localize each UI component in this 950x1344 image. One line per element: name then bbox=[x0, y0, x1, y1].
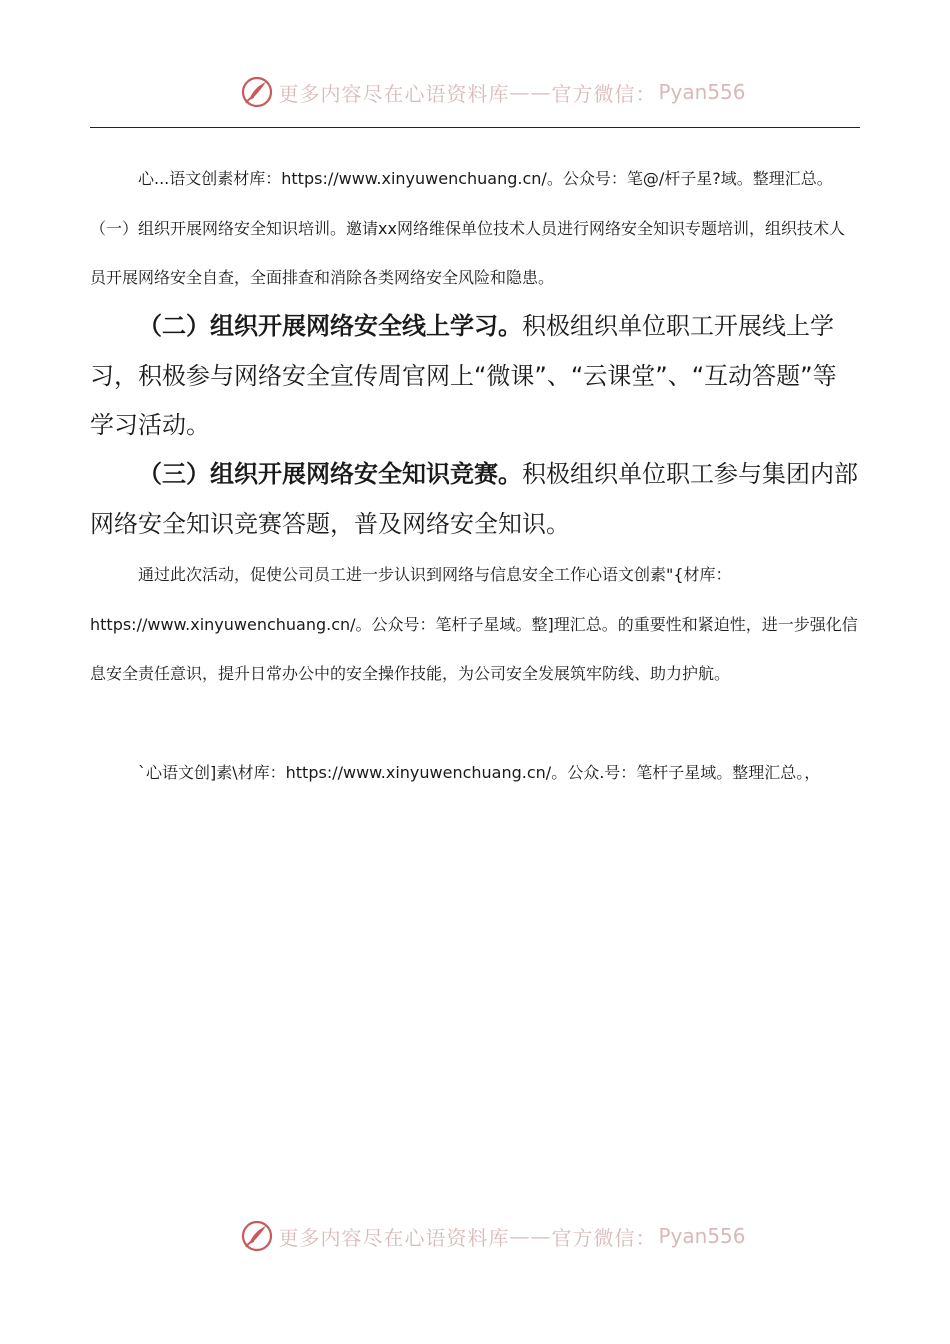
paragraph-2-heading: （二）组织开展网络安全线上学习。 bbox=[138, 312, 522, 340]
paragraph-1: 心...语文创素材库：https://www.xinyuwenchuang.cn/。公众号：笔@/杆子星?域。整理汇总。（一）组织开展网络安全知识培训。邀请xx网络维保单位技术人员进行网络安全知识专题培训，组织技术人员开展网络安全自查，全面排查和消除各类网络安全风险和隐患。 bbox=[90, 169, 845, 287]
paragraph-2 bbox=[90, 302, 860, 451]
footer-dash: —— bbox=[509, 1224, 552, 1248]
paragraph-3 bbox=[90, 450, 860, 549]
paragraph-4: 通过此次活动，促使公司员工进一步认识到网络与信息安全工作心语文创素"{材库：https://www.xinyuwenchuang.cn/。公众号：笔杆子星域。整]理汇总。的重要性和紧迫性，进一步强化信息安全责任意识，提升日常办公中的安全操作技能，为公司安全发展筑牢防线、助力护航。 bbox=[90, 565, 858, 683]
brush-logo-icon bbox=[240, 75, 274, 109]
footer-banner bbox=[0, 1216, 950, 1256]
paragraph-5: `心语文创]素\材库：https://www.xinyuwenchuang.cn/。公众.号：笔杆子星域。整理汇总。， bbox=[138, 763, 821, 782]
header-banner bbox=[0, 72, 950, 112]
footer-wechat-id: Pyan556 bbox=[658, 1224, 746, 1248]
paragraph-3-body: 积极组织单位职工参与集团内部网络安全知识竞赛答题，普及网络安全知识。 bbox=[90, 460, 858, 538]
header-divider bbox=[90, 127, 860, 128]
header-wechat-label: 官方微信： bbox=[551, 81, 657, 106]
footer-wechat-label: 官方微信： bbox=[551, 1225, 657, 1250]
header-wechat-id: Pyan556 bbox=[658, 80, 746, 104]
footer-site-text: 更多内容尽在心语资料库 bbox=[278, 1225, 510, 1250]
brush-logo-icon bbox=[240, 1219, 274, 1253]
paragraph-3-heading: （三）组织开展网络安全知识竞赛。 bbox=[138, 460, 522, 488]
header-site-text: 更多内容尽在心语资料库 bbox=[278, 81, 510, 106]
paragraph-2-body: 积极组织单位职工开展线上学习，积极参与网络安全宣传周官网上“微课”、“云课堂”、“互动答题”等学习活动。 bbox=[90, 312, 837, 439]
header-dash: —— bbox=[509, 80, 552, 104]
